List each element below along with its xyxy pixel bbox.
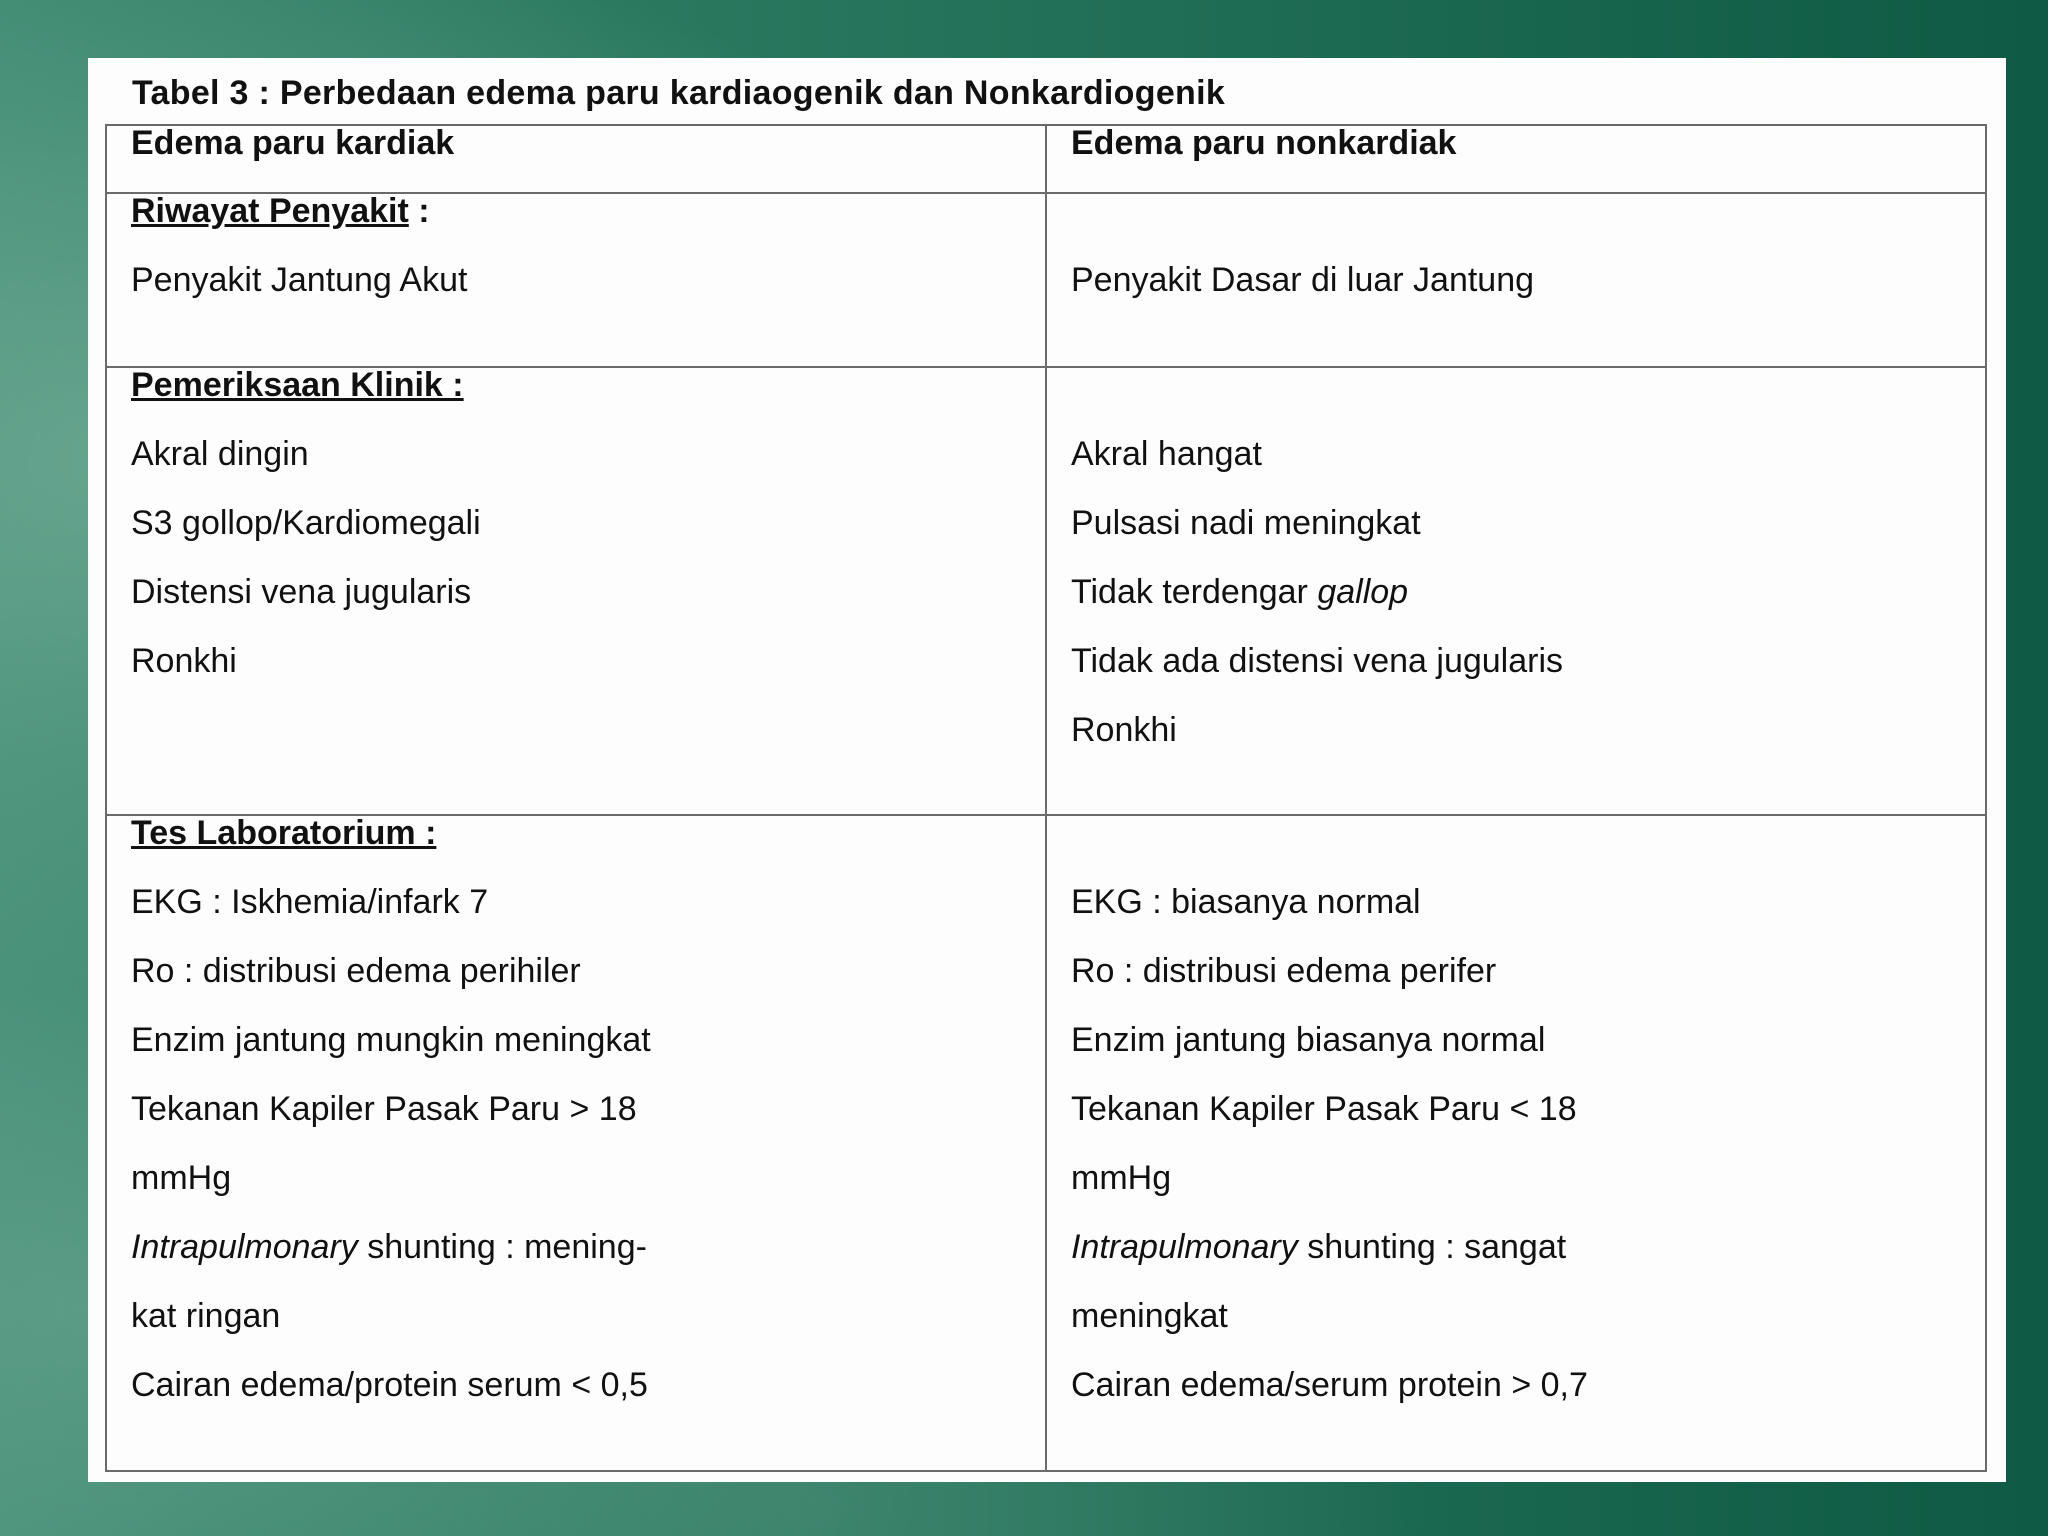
section-colon-riwayat: : bbox=[408, 192, 430, 230]
list-item-gallop bbox=[1071, 575, 1965, 644]
comparison-table bbox=[105, 124, 1987, 1472]
slide-content bbox=[88, 58, 2006, 1482]
list-item: meningkat bbox=[1071, 1297, 1228, 1335]
section-title-lab: Tes Laboratorium : bbox=[131, 814, 437, 852]
cell-klinik-noncardiac bbox=[1046, 367, 1986, 815]
cell-klinik-cardiac bbox=[106, 367, 1046, 815]
shunting-text: shunting : sangat bbox=[1297, 1228, 1567, 1266]
section-title-klinik: Pemeriksaan Klinik : bbox=[131, 366, 464, 404]
shunting-text: shunting : mening- bbox=[357, 1228, 647, 1266]
list-item: Distensi vena jugularis bbox=[131, 573, 472, 611]
cell-lab-cardiac bbox=[106, 815, 1046, 1471]
cell-lab-noncardiac bbox=[1046, 815, 1986, 1471]
cell-riwayat-noncardiac bbox=[1046, 193, 1986, 367]
list-item: S3 gollop/Kardiomegali bbox=[131, 504, 481, 542]
list-item: mmHg bbox=[131, 1159, 232, 1197]
list-item: Enzim jantung biasanya normal bbox=[1071, 1021, 1546, 1059]
list-item: Akral hangat bbox=[1071, 435, 1262, 473]
section-heading-riwayat bbox=[131, 194, 1025, 263]
list-item: Tekanan Kapiler Pasak Paru > 18 bbox=[131, 1090, 637, 1128]
list-item: Penyakit Jantung Akut bbox=[131, 261, 468, 299]
table-row-riwayat bbox=[106, 193, 1986, 367]
list-item: Cairan edema/protein serum < 0,5 bbox=[131, 1366, 648, 1404]
list-item: EKG : Iskhemia/infark 7 bbox=[131, 883, 489, 921]
shunting-term: Intrapulmonary bbox=[131, 1228, 358, 1266]
table-header-row bbox=[106, 125, 1986, 193]
list-item: Tekanan Kapiler Pasak Paru < 18 bbox=[1071, 1090, 1577, 1128]
table-row-klinik bbox=[106, 367, 1986, 815]
list-item: EKG : biasanya normal bbox=[1071, 883, 1421, 921]
list-item: mmHg bbox=[1071, 1159, 1172, 1197]
list-item: Akral dingin bbox=[131, 435, 309, 473]
list-item: Ro : distribusi edema perifer bbox=[1071, 952, 1497, 990]
table-row-lab bbox=[106, 815, 1986, 1471]
gallop-prefix: Tidak terdengar bbox=[1071, 573, 1318, 611]
list-item: Ronkhi bbox=[1071, 711, 1177, 749]
section-title-riwayat: Riwayat Penyakit bbox=[131, 192, 409, 230]
header-cardiac: Edema paru kardiak bbox=[106, 125, 1046, 193]
list-item: Pulsasi nadi meningkat bbox=[1071, 504, 1421, 542]
list-item: kat ringan bbox=[131, 1297, 281, 1335]
list-item: Tidak ada distensi vena jugularis bbox=[1071, 642, 1564, 680]
list-item-shunting bbox=[131, 1230, 1025, 1299]
table-caption: Tabel 3 : Perbedaan edema paru kardiaogenik dan Nonkardiogenik bbox=[132, 74, 1226, 112]
list-item: Cairan edema/serum protein > 0,7 bbox=[1071, 1366, 1588, 1404]
list-item: Enzim jantung mungkin meningkat bbox=[131, 1021, 651, 1059]
gallop-term: gallop bbox=[1317, 573, 1409, 611]
cell-riwayat-cardiac bbox=[106, 193, 1046, 367]
list-item-shunting bbox=[1071, 1230, 1965, 1299]
list-item: Ronkhi bbox=[131, 642, 237, 680]
list-item: Ro : distribusi edema perihiler bbox=[131, 952, 581, 990]
header-noncardiac: Edema paru nonkardiak bbox=[1046, 125, 1986, 193]
list-item: Penyakit Dasar di luar Jantung bbox=[1071, 261, 1535, 299]
shunting-term: Intrapulmonary bbox=[1071, 1228, 1298, 1266]
